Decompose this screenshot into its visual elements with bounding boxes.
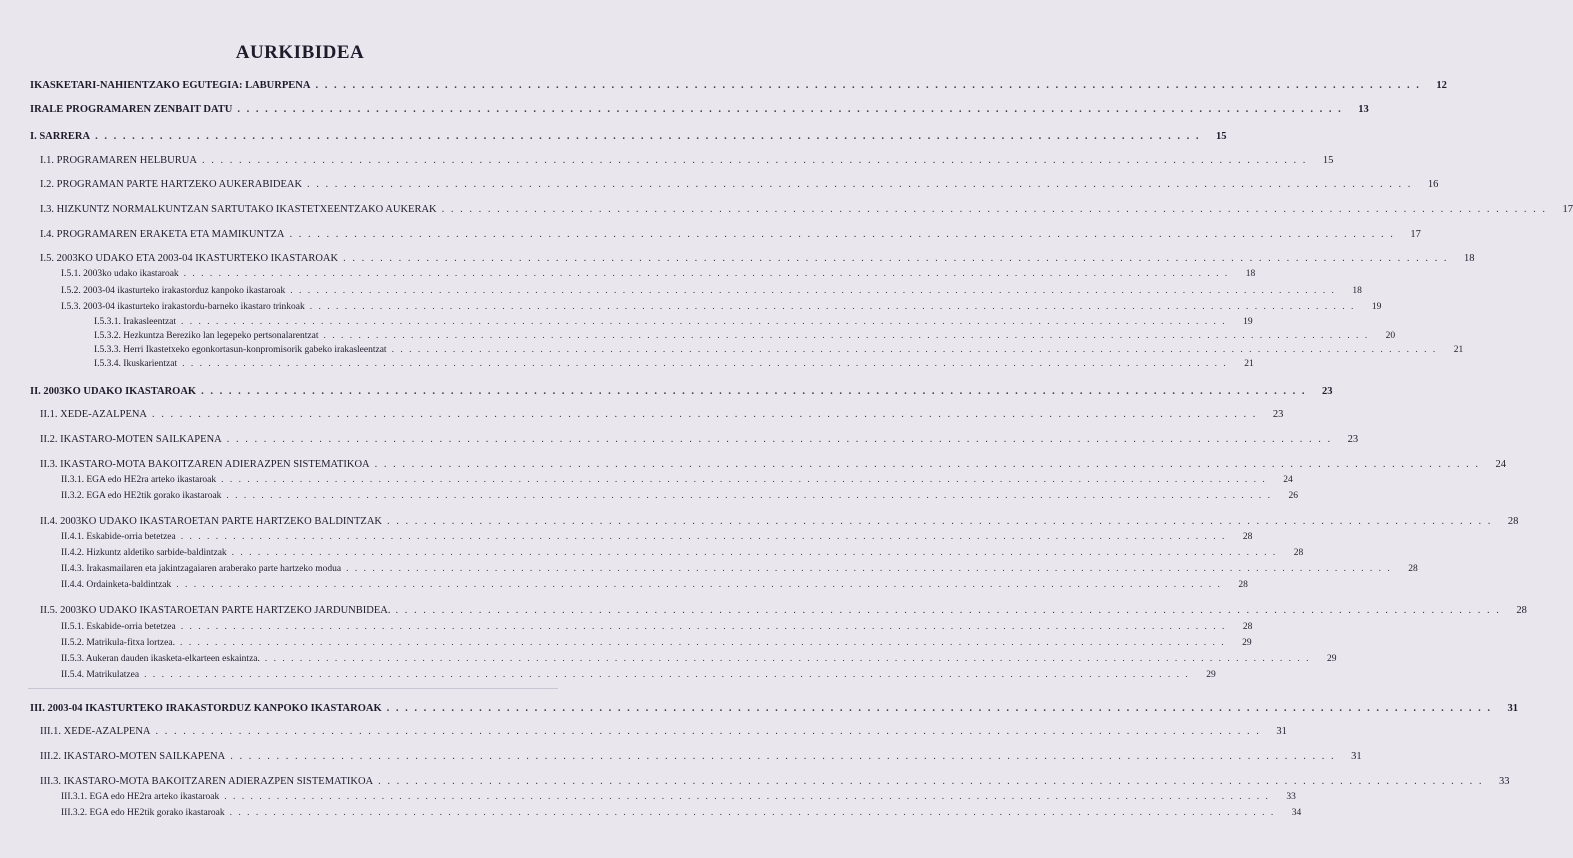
toc-entry[interactable] — [0, 301, 1382, 314]
dot-leader: . . . . . . . . . . . . . . . . . . . . . . . . . . . . . . . . . . . . . . . . . . . . . . . . . . . . . . . . . . . . . . . . . . . . . . . . . . . . . . . . . . . . . . . . . . . . . . . . . . . . . . . . . . . . . . . . . . . . . . . . — [95, 131, 1201, 142]
toc-entry[interactable] — [0, 637, 1252, 650]
toc-entry-page-number: 29 — [1242, 638, 1252, 648]
dot-leader: . . . . . . . . . . . . . . . . . . . . . . . . . . . . . . . . . . . . . . . . . . . . . . . . . . . . . . . . . . . . . . . . . . . . . . . . . . . . . . . . . . . . . . . . . . . . . . . . . . . . . . . . . . . . . . . . . . . . . . . . — [181, 317, 1227, 327]
toc-entry-page-number: 28 — [1238, 580, 1248, 590]
toc-entry[interactable] — [0, 775, 1510, 788]
toc-entry-label: II.5.4. Matrikulatzea — [61, 670, 140, 680]
toc-entry[interactable] — [0, 408, 1284, 421]
dot-leader: . . . . . . . . . . . . . . . . . . . . . . . . . . . . . . . . . . . . . . . . . . . . . . . . . . . . . . . . . . . . . . . . . . . . . . . . . . . . . . . . . . . . . . . . . . . . . . . . . . . . . . . . . . . . . . . . . . . . . . . . — [441, 204, 1547, 215]
dot-leader: . . . . . . . . . . . . . . . . . . . . . . . . . . . . . . . . . . . . . . . . . . . . . . . . . . . . . . . . . . . . . . . . . . . . . . . . . . . . . . . . . . . . . . . . . . . . . . . . . . . . . . . . . . . . . . . . . . . . . . . . — [237, 104, 1343, 115]
toc-entry-page-number: 13 — [1358, 104, 1369, 115]
dot-leader: . . . . . . . . . . . . . . . . . . . . . . . . . . . . . . . . . . . . . . . . . . . . . . . . . . . . . . . . . . . . . . . . . . . . . . . . . . . . . . . . . . . . . . . . . . . . . . . . . . . . . . . . . . . . . . . . . . . . . . . . — [386, 703, 1493, 714]
toc-entry-page-number: 28 — [1516, 605, 1527, 616]
toc-entry-label: II.4.2. Hizkuntz aldetiko sarbide-baldintzak — [61, 548, 227, 558]
toc-entry[interactable] — [0, 344, 1464, 357]
toc-entry-page-number: 18 — [1245, 269, 1256, 279]
dot-leader: . . . . . . . . . . . . . . . . . . . . . . . . . . . . . . . . . . . . . . . . . . . . . . . . . . . . . . . . . . . . . . . . . . . . . . . . . . . . . . . . . . . . . . . . . . . . . . . . . . . . . . . . . . . . . . . . . . . . . . . . — [182, 359, 1228, 369]
toc-entry-page-number: 12 — [1436, 80, 1447, 91]
toc-entry-page-number: 24 — [1495, 459, 1507, 470]
toc-entry[interactable] — [0, 79, 1447, 92]
dot-leader: . . . . . . . . . . . . . . . . . . . . . . . . . . . . . . . . . . . . . . . . . . . . . . . . . . . . . . . . . . . . . . . . . . . . . . . . . . . . . . . . . . . . . . . . . . . . . . . . . . . . . . . . . . . . . . . . . . . . . . . . — [307, 179, 1413, 190]
dot-leader: . . . . . . . . . . . . . . . . . . . . . . . . . . . . . . . . . . . . . . . . . . . . . . . . . . . . . . . . . . . . . . . . . . . . . . . . . . . . . . . . . . . . . . . . . . . . . . . . . . . . . . . . . . . . . . . . . . . . . . . . — [226, 491, 1273, 501]
dot-leader: . . . . . . . . . . . . . . . . . . . . . . . . . . . . . . . . . . . . . . . . . . . . . . . . . . . . . . . . . . . . . . . . . . . . . . . . . . . . . . . . . . . . . . . . . . . . . . . . . . . . . . . . . . . . . . . . . . . . . . . . — [343, 253, 1449, 264]
toc-entry-page-number: 23 — [1347, 434, 1359, 445]
toc-entry-label: II.3.1. EGA edo HE2ra arteko ikastaroak — [61, 475, 217, 485]
toc-entry-page-number: 24 — [1283, 475, 1293, 485]
toc-entry[interactable] — [0, 385, 1333, 398]
dot-leader: . . . . . . . . . . . . . . . . . . . . . . . . . . . . . . . . . . . . . . . . . . . . . . . . . . . . . . . . . . . . . . . . . . . . . . . . . . . . . . . . . . . . . . . . . . . . . . . . . . . . . . . . . . . . . . . . . . . . . . . . — [231, 548, 1278, 558]
toc-entry-label: IKASKETARI-NAHIENTZAKO EGUTEGIA: LABURPENA — [30, 80, 311, 91]
toc-entry-page-number: 28 — [1242, 532, 1253, 542]
toc-entry-label: I.5.3.3. Herri Ikastetxeko egonkortasun-konpromisorik gabeko irakasleentzat — [94, 345, 387, 355]
dot-leader: . . . . . . . . . . . . . . . . . . . . . . . . . . . . . . . . . . . . . . . . . . . . . . . . . . . . . . . . . . . . . . . . . . . . . . . . . . . . . . . . . . . . . . . . . . . . . . . . . . . . . . . . . . . . . . . . . . . . . . . . — [180, 622, 1227, 632]
toc-entry-page-number: 15 — [1322, 155, 1334, 166]
toc-entry-label: III.3.2. EGA edo HE2tik gorako ikastaroak — [61, 808, 225, 818]
toc-entry-page-number: 28 — [1242, 622, 1253, 632]
dot-leader: . . . . . . . . . . . . . . . . . . . . . . . . . . . . . . . . . . . . . . . . . . . . . . . . . . . . . . . . . . . . . . . . . . . . . . . . . . . . . . . . . . . . . . . . . . . . . . . . . . . . . . . . . . . . . . . . . . . . . . . . — [323, 331, 1370, 341]
toc-entry-page-number: 33 — [1286, 792, 1296, 802]
toc-entry-page-number: 26 — [1288, 491, 1299, 501]
toc-entry-label: I.1. PROGRAMAREN HELBURUA — [40, 155, 197, 166]
toc-entry[interactable] — [0, 725, 1287, 738]
toc-entry-page-number: 17 — [1410, 229, 1421, 240]
toc-entry-page-number: 23 — [1321, 386, 1333, 397]
toc-entry-page-number: 17 — [1562, 204, 1573, 215]
toc-entry-page-number: 18 — [1352, 286, 1362, 296]
toc-entry-label: II.4.1. Eskabide-orria betetzea — [61, 532, 176, 542]
dot-leader: . . . . . . . . . . . . . . . . . . . . . . . . . . . . . . . . . . . . . . . . . . . . . . . . . . . . . . . . . . . . . . . . . . . . . . . . . . . . . . . . . . . . . . . . . . . . . . . . . . . . . . . . . . . . . . . . . . . . . . . . — [155, 726, 1261, 737]
toc-entry-page-number: 15 — [1215, 131, 1227, 142]
toc-entry-page-number: 29 — [1206, 670, 1216, 680]
dot-leader: . . . . . . . . . . . . . . . . . . . . . . . . . . . . . . . . . . . . . . . . . . . . . . . . . . . . . . . . . . . . . . . . . . . . . . . . . . . . . . . . . . . . . . . . . . . . . . . . . . . . . . . . . . . . . . . . . . . . . . . . — [176, 580, 1222, 590]
toc-entry-label: III. 2003-04 IKASTURTEKO IRAKASTORDUZ KANPOKO IKASTAROAK — [30, 703, 382, 714]
dot-leader: . . . . . . . . . . . . . . . . . . . . . . . . . . . . . . . . . . . . . . . . . . . . . . . . . . . . . . . . . . . . . . . . . . . . . . . . . . . . . . . . . . . . . . . . . . . . . . . . . . . . . . . . . . . . . . . . . . . . . . . . — [179, 638, 1226, 648]
dot-leader: . . . . . . . . . . . . . . . . . . . . . . . . . . . . . . . . . . . . . . . . . . . . . . . . . . . . . . . . . . . . . . . . . . . . . . . . . . . . . . . . . . . . . . . . . . . . . . . . . . . . . . . . . . . . . . . . . . . . . . . . — [201, 155, 1308, 166]
toc-entry-page-number: 21 — [1244, 359, 1254, 369]
dot-leader: . . . . . . . . . . . . . . . . . . . . . . . . . . . . . . . . . . . . . . . . . . . . . . . . . . . . . . . . . . . . . . . . . . . . . . . . . . . . . . . . . . . . . . . . . . . . . . . . . . . . . . . . . . . . . . . . . . . . . . . . — [144, 670, 1190, 680]
toc-entry[interactable] — [0, 653, 1337, 666]
toc-entry-page-number: 34 — [1291, 808, 1302, 818]
toc-entry-label: II.4.4. Ordainketa-baldintzak — [61, 580, 172, 590]
toc-entry-page-number: 19 — [1371, 302, 1382, 312]
toc-entry-label: I.5.3.1. Irakasleentzat — [94, 317, 177, 327]
toc-entry-label: I.5.3.2. Hezkuntza Bereziko lan legepeko pertsonalarentzat — [94, 331, 319, 341]
toc-entry[interactable] — [0, 807, 1302, 820]
dot-leader: . . . . . . . . . . . . . . . . . . . . . . . . . . . . . . . . . . . . . . . . . . . . . . . . . . . . . . . . . . . . . . . . . . . . . . . . . . . . . . . . . . . . . . . . . . . . . . . . . . . . . . . . . . . . . . . . . . . . . . . . — [224, 792, 1270, 802]
toc-entry-label: II.3. IKASTARO-MOTA BAKOITZAREN ADIERAZPEN SISTEMATIKOA — [40, 459, 370, 470]
toc-entry-page-number: 33 — [1499, 776, 1510, 787]
toc-entry-label: I.5.3.4. Ikuskarientzat — [94, 359, 178, 369]
dot-leader: . . . . . . . . . . . . . . . . . . . . . . . . . . . . . . . . . . . . . . . . . . . . . . . . . . . . . . . . . . . . . . . . . . . . . . . . . . . . . . . . . . . . . . . . . . . . . . . . . . . . . . . . . . . . . . . . . . . . . . . . — [386, 516, 1493, 527]
toc-entry-label: I.5. 2003KO UDAKO ETA 2003-04 IKASTURTEKO IKASTAROAK — [40, 253, 339, 264]
toc-entry[interactable] — [0, 268, 1256, 281]
toc-entry[interactable] — [0, 433, 1359, 446]
toc-entry-page-number: 28 — [1507, 516, 1519, 527]
dot-leader: . . . . . . . . . . . . . . . . . . . . . . . . . . . . . . . . . . . . . . . . . . . . . . . . . . . . . . . . . . . . . . . . . . . . . . . . . . . . . . . . . . . . . . . . . . . . . . . . . . . . . . . . . . . . . . . . . . . . . . . . — [201, 386, 1307, 397]
toc-entry-label: III.2. IKASTARO-MOTEN SAILKAPENA — [40, 751, 226, 762]
toc-entry-label: II.2. IKASTARO-MOTEN SAILKAPENA — [40, 434, 222, 445]
toc-entry-page-number: 28 — [1293, 548, 1304, 558]
toc-entry-label: II.5.2. Matrikula-fitxa lortzea. — [61, 638, 175, 648]
toc-entry[interactable] — [0, 474, 1293, 487]
toc-entry-label: I.3. HIZKUNTZ NORMALKUNTZAN SARTUTAKO IKASTETXEENTZAKO AUKERAK — [40, 204, 437, 215]
toc-entry-label: II.5.1. Eskabide-orria betetzea — [61, 622, 176, 632]
toc-entry-page-number: 31 — [1507, 703, 1519, 714]
dot-leader: . . . . . . . . . . . . . . . . . . . . . . . . . . . . . . . . . . . . . . . . . . . . . . . . . . . . . . . . . . . . . . . . . . . . . . . . . . . . . . . . . . . . . . . . . . . . . . . . . . . . . . . . . . . . . . . . . . . . . . . . — [378, 776, 1484, 787]
toc-entry-label: II.1. XEDE-AZALPENA — [40, 409, 148, 420]
toc-entry[interactable] — [0, 579, 1248, 592]
toc-entry[interactable] — [0, 228, 1421, 241]
dot-leader: . . . . . . . . . . . . . . . . . . . . . . . . . . . . . . . . . . . . . . . . . . . . . . . . . . . . . . . . . . . . . . . . . . . . . . . . . . . . . . . . . . . . . . . . . . . . . . . . . . . . . . . . . . . . . . . . . . . . . . . . — [230, 751, 1336, 762]
toc-entry[interactable] — [0, 103, 1369, 116]
toc-entry[interactable] — [0, 604, 1527, 617]
dot-leader: . . . . . . . . . . . . . . . . . . . . . . . . . . . . . . . . . . . . . . . . . . . . . . . . . . . . . . . . . . . . . . . . . . . . . . . . . . . . . . . . . . . . . . . . . . . . . . . . . . . . . . . . . . . . . . . . . . . . . . . . — [346, 564, 1392, 574]
toc-entry[interactable] — [0, 515, 1519, 528]
toc-entry-label: II.5. 2003KO UDAKO IKASTAROETAN PARTE HARTZEKO JARDUNBIDEA. — [40, 605, 391, 616]
toc-entry-label: IRALE PROGRAMAREN ZENBAIT DATU — [30, 104, 233, 115]
toc-entry[interactable] — [0, 285, 1362, 298]
toc-entry[interactable] — [0, 669, 1216, 682]
dot-leader: . . . . . . . . . . . . . . . . . . . . . . . . . . . . . . . . . . . . . . . . . . . . . . . . . . . . . . . . . . . . . . . . . . . . . . . . . . . . . . . . . . . . . . . . . . . . . . . . . . . . . . . . . . . . . . . . . . . . . . . . — [226, 434, 1333, 445]
toc-entry-label: I.5.1. 2003ko udako ikastaroak — [61, 269, 179, 279]
toc-entry[interactable] — [0, 750, 1362, 763]
dot-leader: . . . . . . . . . . . . . . . . . . . . . . . . . . . . . . . . . . . . . . . . . . . . . . . . . . . . . . . . . . . . . . . . . . . . . . . . . . . . . . . . . . . . . . . . . . . . . . . . . . . . . . . . . . . . . . . . . . . . . . . . — [180, 532, 1227, 542]
toc-entry[interactable] — [0, 531, 1253, 544]
page-title: AURKIBIDEA — [235, 42, 365, 63]
dot-leader: . . . . . . . . . . . . . . . . . . . . . . . . . . . . . . . . . . . . . . . . . . . . . . . . . . . . . . . . . . . . . . . . . . . . . . . . . . . . . . . . . . . . . . . . . . . . . . . . . . . . . . . . . . . . . . . . . . . . . . . . — [395, 605, 1501, 616]
toc-entry-label: II.4.3. Irakasmailaren eta jakintzagaiaren araberako parte hartzeko modua — [61, 564, 342, 574]
toc-entry-label: III.3. IKASTARO-MOTA BAKOITZAREN ADIERAZPEN SISTEMATIKOA — [40, 776, 374, 787]
toc-entry-page-number: 21 — [1453, 345, 1464, 355]
toc-entry[interactable] — [0, 316, 1253, 329]
dot-leader: . . . . . . . . . . . . . . . . . . . . . . . . . . . . . . . . . . . . . . . . . . . . . . . . . . . . . . . . . . . . . . . . . . . . . . . . . . . . . . . . . . . . . . . . . . . . . . . . . . . . . . . . . . . . . . . . . . . . . . . . — [309, 302, 1356, 312]
toc-entry-label: II.4. 2003KO UDAKO IKASTAROETAN PARTE HARTZEKO BALDINTZAK — [40, 516, 382, 527]
dot-leader: . . . . . . . . . . . . . . . . . . . . . . . . . . . . . . . . . . . . . . . . . . . . . . . . . . . . . . . . . . . . . . . . . . . . . . . . . . . . . . . . . . . . . . . . . . . . . . . . . . . . . . . . . . . . . . . . . . . . . . . . — [315, 80, 1421, 91]
toc-entry[interactable] — [0, 621, 1253, 634]
toc-entry-page-number: 20 — [1385, 331, 1396, 341]
toc-entry-label: III.3.1. EGA edo HE2ra arteko ikastaroak — [61, 792, 220, 802]
dot-leader: . . . . . . . . . . . . . . . . . . . . . . . . . . . . . . . . . . . . . . . . . . . . . . . . . . . . . . . . . . . . . . . . . . . . . . . . . . . . . . . . . . . . . . . . . . . . . . . . . . . . . . . . . . . . . . . . . . . . . . . . — [264, 654, 1311, 664]
toc-entry[interactable] — [0, 490, 1299, 503]
toc-entry[interactable] — [0, 178, 1439, 191]
section-divider — [28, 688, 558, 689]
toc-entry-page-number: 19 — [1243, 317, 1253, 327]
toc-entry-label: I.5.3. 2003-04 ikasturteko irakastordu-barneko ikastaro trinkoak — [61, 302, 305, 312]
toc-entry-page-number: 29 — [1327, 654, 1337, 664]
toc-entry-label: III.1. XEDE-AZALPENA — [40, 726, 151, 737]
dot-leader: . . . . . . . . . . . . . . . . . . . . . . . . . . . . . . . . . . . . . . . . . . . . . . . . . . . . . . . . . . . . . . . . . . . . . . . . . . . . . . . . . . . . . . . . . . . . . . . . . . . . . . . . . . . . . . . . . . . . . . . . — [229, 808, 1276, 818]
toc-entry[interactable] — [0, 203, 1573, 216]
toc-entry[interactable] — [0, 154, 1334, 167]
dot-leader: . . . . . . . . . . . . . . . . . . . . . . . . . . . . . . . . . . . . . . . . . . . . . . . . . . . . . . . . . . . . . . . . . . . . . . . . . . . . . . . . . . . . . . . . . . . . . . . . . . . . . . . . . . . . . . . . . . . . . . . . — [374, 459, 1481, 470]
toc-entry-page-number: 23 — [1272, 409, 1284, 420]
toc-entry-page-number: 28 — [1408, 564, 1418, 574]
toc-entry-label: I.2. PROGRAMAN PARTE HARTZEKO AUKERABIDEAK — [40, 179, 303, 190]
toc-entry[interactable] — [0, 563, 1418, 576]
dot-leader: . . . . . . . . . . . . . . . . . . . . . . . . . . . . . . . . . . . . . . . . . . . . . . . . . . . . . . . . . . . . . . . . . . . . . . . . . . . . . . . . . . . . . . . . . . . . . . . . . . . . . . . . . . . . . . . . . . . . . . . . — [183, 269, 1230, 279]
toc-entry[interactable] — [0, 130, 1227, 143]
dot-leader: . . . . . . . . . . . . . . . . . . . . . . . . . . . . . . . . . . . . . . . . . . . . . . . . . . . . . . . . . . . . . . . . . . . . . . . . . . . . . . . . . . . . . . . . . . . . . . . . . . . . . . . . . . . . . . . . . . . . . . . . — [290, 286, 1336, 296]
toc-entry-page-number: 31 — [1276, 726, 1287, 737]
dot-leader: . . . . . . . . . . . . . . . . . . . . . . . . . . . . . . . . . . . . . . . . . . . . . . . . . . . . . . . . . . . . . . . . . . . . . . . . . . . . . . . . . . . . . . . . . . . . . . . . . . . . . . . . . . . . . . . . . . . . . . . . — [221, 475, 1267, 485]
dot-leader: . . . . . . . . . . . . . . . . . . . . . . . . . . . . . . . . . . . . . . . . . . . . . . . . . . . . . . . . . . . . . . . . . . . . . . . . . . . . . . . . . . . . . . . . . . . . . . . . . . . . . . . . . . . . . . . . . . . . . . . . — [391, 345, 1438, 355]
toc-entry-page-number: 18 — [1463, 253, 1475, 264]
toc-entry-label: I. SARRERA — [30, 131, 91, 142]
toc-entry-label: II.3.2. EGA edo HE2tik gorako ikastaroak — [61, 491, 222, 501]
toc-entry[interactable] — [0, 458, 1507, 471]
toc-entry[interactable] — [0, 358, 1254, 371]
toc-entry-label: I.5.2. 2003-04 ikasturteko irakastorduz kanpoko ikastaroak — [61, 286, 286, 296]
dot-leader: . . . . . . . . . . . . . . . . . . . . . . . . . . . . . . . . . . . . . . . . . . . . . . . . . . . . . . . . . . . . . . . . . . . . . . . . . . . . . . . . . . . . . . . . . . . . . . . . . . . . . . . . . . . . . . . . . . . . . . . . — [289, 229, 1395, 240]
toc-entry-page-number: 16 — [1427, 179, 1439, 190]
toc-entry[interactable] — [0, 252, 1475, 265]
toc-entry[interactable] — [0, 547, 1304, 560]
toc-entry-page-number: 31 — [1351, 751, 1362, 762]
toc-entry-label: II.5.3. Aukeran dauden ikasketa-elkarteen eskaintza. — [61, 654, 260, 664]
toc-entry-label: II. 2003KO UDAKO IKASTAROAK — [30, 386, 197, 397]
toc-entry-label: I.4. PROGRAMAREN ERAKETA ETA MAMIKUNTZA — [40, 229, 285, 240]
toc-entry[interactable] — [0, 330, 1396, 343]
toc-entry[interactable] — [0, 702, 1519, 715]
toc-entry[interactable] — [0, 791, 1296, 804]
dot-leader: . . . . . . . . . . . . . . . . . . . . . . . . . . . . . . . . . . . . . . . . . . . . . . . . . . . . . . . . . . . . . . . . . . . . . . . . . . . . . . . . . . . . . . . . . . . . . . . . . . . . . . . . . . . . . . . . . . . . . . . . — [152, 409, 1258, 420]
